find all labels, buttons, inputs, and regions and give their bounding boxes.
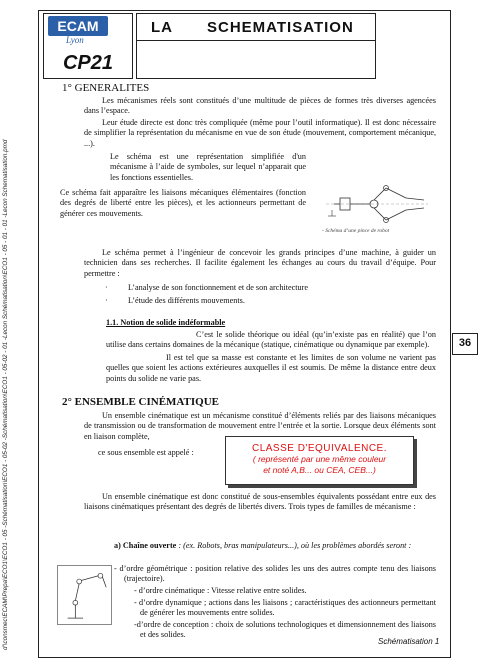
open-chain-text: : (ex. Robots, bras manipulateurs...), où les problèmes abordés seront : bbox=[178, 541, 412, 550]
robot-gripper-schematic bbox=[308, 180, 440, 226]
open-chain-item-2: - d’ordre cinématique : Vitesse relative entre solides. bbox=[134, 586, 307, 595]
logo-box bbox=[43, 13, 133, 79]
s2-paragraph-1: Un ensemble cinématique est un mécanisme constitué d’éléments reliés par des liaisons mécaniques de transmission ou de transformation de mouvement entre l’entrée et la sortie. Lorsque deux éléments sont en liaison complète, bbox=[84, 411, 436, 441]
logo-brand: ECAM bbox=[48, 16, 108, 36]
title-box bbox=[136, 13, 376, 41]
title-word-1: LA bbox=[151, 19, 173, 36]
open-chain-intro bbox=[114, 541, 436, 551]
class-note-1: ( représenté par une même couleur bbox=[252, 454, 387, 464]
open-chain-item-1: - d’ordre géométrique : position relative des solides les uns des autres compte tenu des liaisons (trajectoire). bbox=[114, 564, 436, 584]
s2-paragraph-1b: ce sous ensemble est appelé : bbox=[98, 448, 194, 457]
bullet-dot-2: · bbox=[105, 296, 108, 305]
s1-paragraph-4: Ce schéma fait apparaître les liaisons mécaniques élémentaires (fonction des degrés de liberté entre les pièces), et les actionneurs permettant de générer ces mouvements. bbox=[60, 188, 306, 218]
s1-paragraph-3: Le schéma est une représentation simplifiée d'un mécanisme à l’aide de symboles, sur lequel n’apparait que les fonctions essentielles. bbox=[110, 152, 306, 182]
open-chain-item-3: - d’ordre dynamique ; actions dans les liaisons ; caractéristiques des actionneurs permettant de générer les mouvements entre solides. bbox=[134, 598, 436, 618]
s1-paragraph-2: Leur étude directe est donc très compliquée (même pour l’outil informatique). Il est donc nécessaire de simplifier la représentation du mécanisme en vue de son étude (mouvement, comportement mécanique, ...). bbox=[84, 118, 436, 148]
ecam-logo bbox=[48, 16, 128, 48]
figure-caption: - Schéma d’une pince de robot bbox=[322, 228, 390, 234]
footer-label: Schématisation 1 bbox=[378, 637, 440, 646]
class-title: CLASSE D'EQUIVALENCE. bbox=[251, 443, 388, 454]
class-note-2: et noté A,B... ou CEA, CEB...) bbox=[263, 465, 376, 475]
bullet-dot-1: · bbox=[105, 283, 108, 292]
subsection-heading: 1.1. Notion de solide indéformable bbox=[106, 318, 226, 327]
robot-arm-schematic bbox=[57, 565, 112, 625]
s1-paragraph-7: Il est tel que sa masse est constante et les limites de son volume ne varient pas quelles que soient les actions extérieures auxquelles il est soumis. De même la distance entre deux points du solide ne varie pas. bbox=[106, 353, 436, 383]
equivalence-class-box bbox=[225, 436, 414, 485]
section-2-heading: 2° ENSEMBLE CINÉMATIQUE bbox=[62, 396, 219, 408]
bullet-item-1: L’analyse de son fonctionnement et de son architecture bbox=[128, 283, 308, 292]
title-sub-box bbox=[136, 41, 376, 79]
bullet-item-2: L’étude des différents mouvements. bbox=[128, 296, 245, 305]
s1-paragraph-5: Le schéma permet à l’ingénieur de concevoir les grands principes d’une machine, à guider un technicien dans ses recherches. Il facilite également les échanges au cours du travail d’équipe. Pour permettre : bbox=[84, 248, 436, 278]
open-chain-title: a) Chaîne ouverte bbox=[114, 541, 177, 550]
open-chain-item-4: -d’ordre de conception : choix de solutions technologiques et dimensionnement des liaisons et des solides. bbox=[134, 620, 436, 640]
s1-paragraph-1: Les mécanismes réels sont constitués d’une multitude de pièces de formes très diverses agencées dans l’espace. bbox=[84, 96, 436, 116]
s2-paragraph-2: Un ensemble cinématique est donc constitué de sous-ensembles équivalents possédant entre eux des liaisons cinématiques présentant des degrés de libertés divers. Trois types de familles de mécanisme : bbox=[84, 492, 436, 512]
page-number: 36 bbox=[452, 333, 478, 355]
course-code: CP21 bbox=[62, 52, 114, 74]
s1-paragraph-6: C’est le solide théorique ou idéal (qu’in’existe pas en réalité) que l’on utilise dans certains domaines de la mécanique (statique, cinématique ou dynamique par exemple). bbox=[106, 330, 436, 350]
logo-tagline: Lyon bbox=[66, 35, 84, 45]
title-word-2: SCHEMATISATION bbox=[207, 19, 354, 36]
section-1-heading: 1° GENERALITES bbox=[62, 82, 150, 94]
side-file-path: d'\consmec\ECAM\Prepa\ECO1\ECO1 - 05 -Schématisation\ECO1 - 05-02 -Schématisation\ECO1 - 05-02 - 01 -Lecon Schématisation\ECO1 - 05 - 01 - 01 -Lecon Schematisation.pmd bbox=[2, 139, 9, 650]
